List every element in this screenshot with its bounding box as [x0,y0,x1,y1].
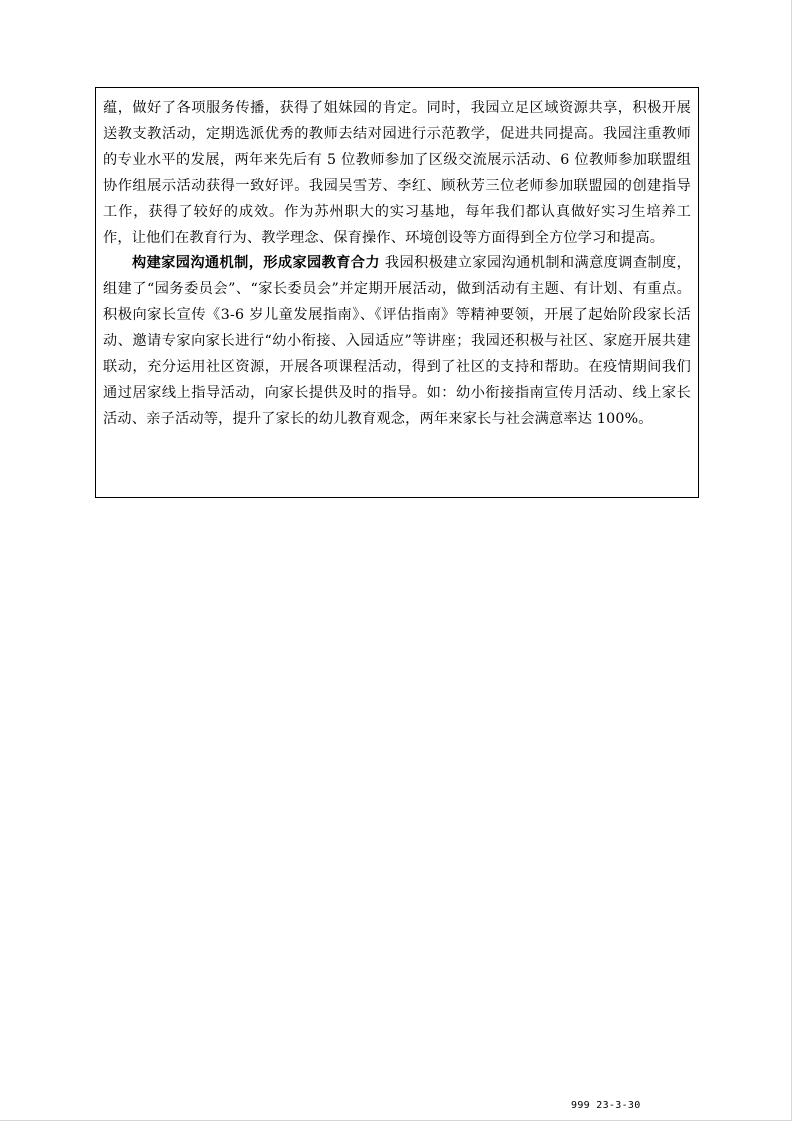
paragraph-home-school-communication [103,251,691,432]
content-box [95,87,699,498]
paragraph-2-heading: 构建家园沟通机制，形成家园教育合力 [132,255,380,272]
paragraph-teacher-development [103,96,691,251]
paragraph-2-body: 我园积极建立家园沟通机制和满意度调查制度，组建了“园务委员会”、“家长委员会”并定期开展活动，做到活动有主题、有计划、有重点。积极向家长宣传《3-6 岁儿童发展指南》、《评估指南》等精神要领，开展了起始阶段家长活动、邀请专家向家长进行“幼小衔接、入园适应”等讲座；我园还积极与社区、家庭开展共建联动，充分运用社区资源，开展各项课程活动，得到了社区的支持和帮助。在疫情期间我们通过居家线上指导活动，向家长提供及时的指导。如：幼小衔接指南宣传月活动、线上家长活动、亲子活动等，提升了家长的幼儿教育观念，两年来家长与社会满意率达 100%。 [103,255,691,427]
paragraph-1-text: 蕴，做好了各项服务传播，获得了姐妹园的肯定。同时，我园立足区域资源共享，积极开展送教支教活动，定期选派优秀的教师去结对园进行示范教学，促进共同提高。我园注重教师的专业水平的发展，两年来先后有 5 位教师参加了区级交流展示活动、6 位教师参加联盟组协作组展示活动获得一致好评。我园吴雪芳、李红、顾秋芳三位老师参加联盟园的创建指导工作，获得了较好的成效。作为苏州职大的实习基地，每年我们都认真做好实习生培养工作，让他们在教育行为、教学理念、保育操作、环境创设等方面得到全方位学习和提高。 [103,100,691,246]
footer-stamp: 999 23-3-30 [571,1100,641,1111]
